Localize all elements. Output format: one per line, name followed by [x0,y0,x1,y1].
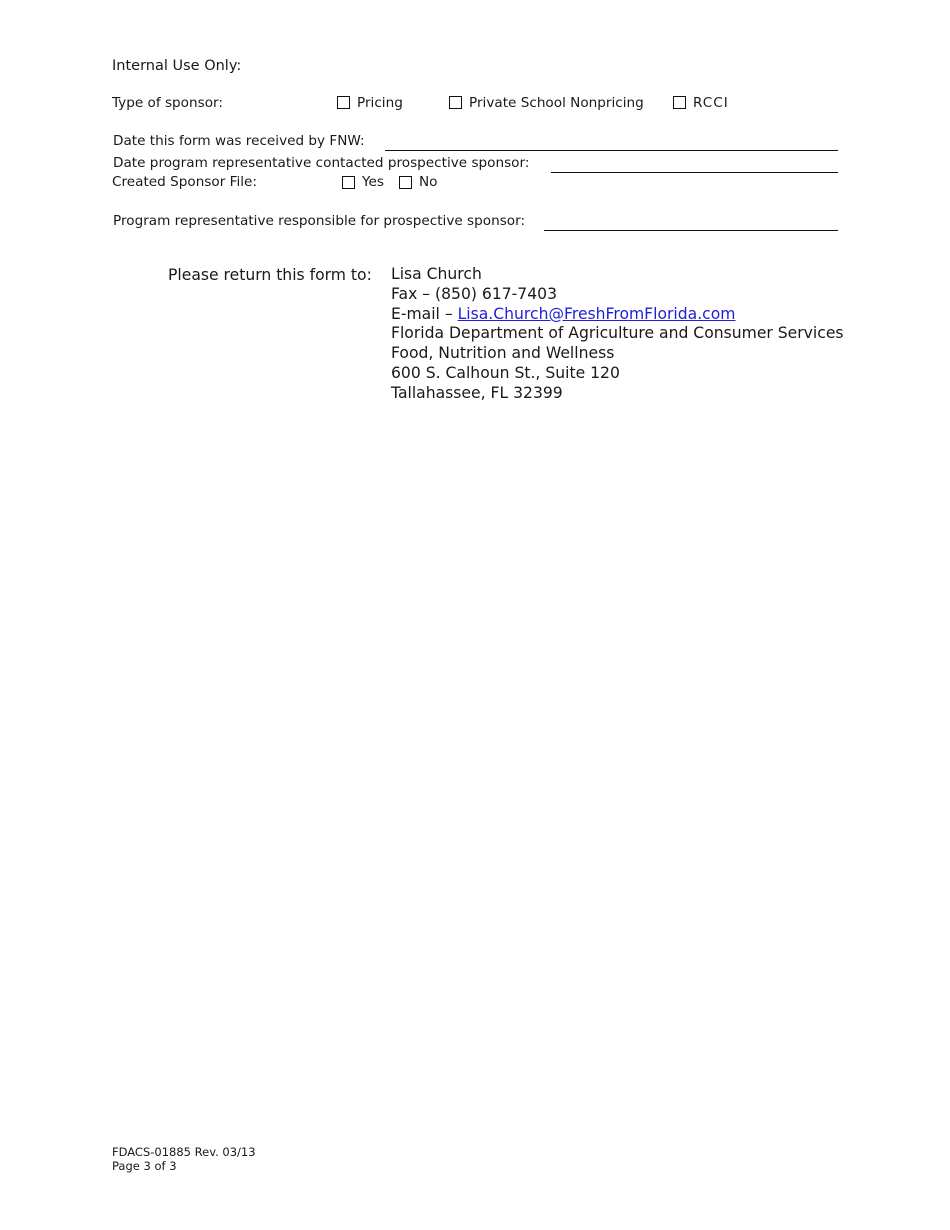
organization: Florida Department of Agriculture and Consumer Services [391,324,844,343]
street-address: 600 S. Calhoun St., Suite 120 [391,363,620,382]
pricing-label: Pricing [357,95,403,111]
rcci-checkbox[interactable] [673,96,686,109]
contact-date-field[interactable] [551,172,838,173]
division: Food, Nutrition and Wellness [391,344,615,363]
no-checkbox[interactable] [399,176,412,189]
representative-label: Program representative responsible for prospective sponsor: [113,213,526,229]
yes-checkbox[interactable] [342,176,355,189]
yes-label: Yes [362,174,384,190]
received-date-label: Date this form was received by FNW: [113,133,365,149]
received-date-field[interactable] [385,150,838,151]
contact-fax: Fax – (850) 617-7403 [391,284,557,303]
city-state-zip: Tallahassee, FL 32399 [391,383,563,402]
representative-field[interactable] [544,230,838,231]
pricing-checkbox[interactable] [337,96,350,109]
email-link[interactable]: Lisa.Church@FreshFromFlorida.com [457,304,736,323]
return-to-label: Please return this form to: [168,266,372,284]
sponsor-type-label: Type of sponsor: [112,95,223,111]
section-title: Internal Use Only: [112,58,242,74]
contact-date-label: Date program representative contacted prospective sponsor: [113,155,530,171]
contact-name: Lisa Church [391,265,482,283]
return-address [391,265,844,404]
contact-email-line [391,305,844,325]
created-file-label: Created Sponsor File: [112,174,257,190]
email-prefix: E-mail – [391,304,458,323]
page-number: Page 3 of 3 [112,1159,177,1173]
private-school-nonpricing-checkbox[interactable] [449,96,462,109]
footer [112,1145,256,1173]
no-label: No [419,174,438,190]
rcci-label: RCCI [693,95,729,111]
form-id: FDACS-01885 Rev. 03/13 [112,1145,256,1159]
private-school-nonpricing-label: Private School Nonpricing [469,95,644,111]
